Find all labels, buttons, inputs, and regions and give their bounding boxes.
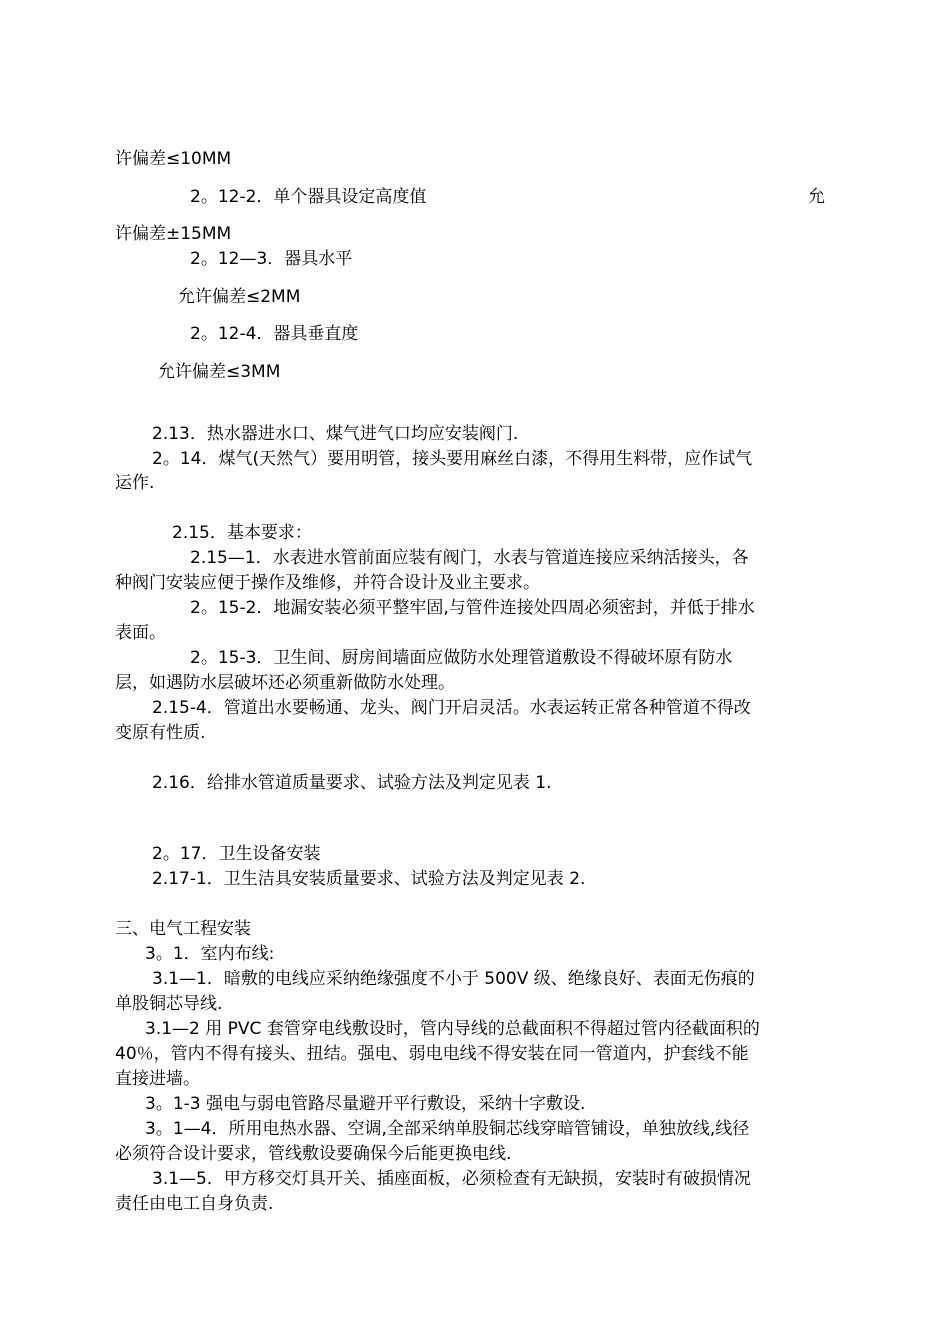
text-line: 2。12—3．器具水平: [190, 249, 353, 269]
text-line: 许偏差≤10MM: [115, 149, 232, 169]
text-line: 3。1—4．所用电热水器、空调,全部采纳单股铜芯线穿暗管铺设，单独放线,线径: [145, 1119, 750, 1139]
text-line: 直接进墙。: [115, 1069, 200, 1089]
text-line: 2.15．基本要求：: [172, 523, 312, 543]
text-line: 2。14．煤气(天然气）要用明管，接头要用麻丝白漆，不得用生料带，应作试气: [152, 449, 753, 469]
text-line: 变原有性质.: [115, 723, 206, 743]
text-line: 允: [808, 187, 825, 207]
text-line: 3。1-3 强电与弱电管路尽量避开平行敷设，采纳十字敷设.: [145, 1094, 586, 1114]
text-line: 2。15-3．卫生间、厨房间墙面应做防水处理管道敷设不得破坏原有防水: [190, 648, 733, 668]
text-line: 2。12-4．器具垂直度: [190, 324, 359, 344]
text-line: 2.15—1．水表进水管前面应装有阀门，水表与管道连接应采纳活接头，各: [190, 548, 749, 568]
text-line: 层，如遇防水层破坏还必须重新做防水处理。: [115, 673, 455, 693]
text-line: 种阀门安装应便于操作及维修，并符合设计及业主要求。: [115, 573, 540, 593]
text-line: 3.1—1．暗敷的电线应采纳绝缘强度不小于 500V 级、绝缘良好、表面无伤痕的: [152, 969, 755, 989]
text-line: 2。15-2．地漏安装必须平整牢固,与管件连接处四周必须密封，并低于排水: [190, 598, 755, 618]
text-line: 40％，管内不得有接头、扭结。强电、弱电电线不得安装在同一管道内，护套线不能: [115, 1044, 749, 1064]
section-heading: 三、电气工程安装: [115, 919, 251, 939]
text-line: 3.1—5．甲方移交灯具开关、插座面板，必须检查有无缺损，安装时有破损情况: [152, 1169, 751, 1189]
text-line: 单股铜芯导线.: [115, 994, 223, 1014]
text-line: 必须符合设计要求，管线敷设要确保今后能更换电线.: [115, 1144, 512, 1164]
text-line: 2.15-4．管道出水要畅通、龙头、阀门开启灵活。水表运转正常各种管道不得改: [152, 698, 751, 718]
text-line: 2.13．热水器进水口、煤气进气口均应安装阀门.: [152, 424, 519, 444]
text-line: 责任由电工自身负责.: [115, 1194, 274, 1214]
text-line: 3.1—2 用 PVC 套管穿电线敷设时，管内导线的总截面积不得超过管内径截面积的: [145, 1019, 760, 1039]
text-line: 2.16．给排水管道质量要求、试验方法及判定见表 1.: [152, 773, 552, 793]
text-line: 表面。: [115, 623, 166, 643]
text-line: 2。17．卫生设备安装: [152, 844, 321, 864]
text-line: 许偏差±15MM: [115, 224, 232, 244]
text-line: 运作.: [115, 473, 155, 493]
text-line: 3。1．室内布线:: [145, 944, 275, 964]
text-line: 2。12-2．单个器具设定高度值: [190, 187, 427, 207]
text-line: 2.17-1．卫生洁具安装质量要求、试验方法及判定见表 2.: [152, 869, 586, 889]
text-line: 允许偏差≤2MM: [178, 287, 301, 307]
text-line: 允许偏差≤3MM: [158, 362, 281, 382]
